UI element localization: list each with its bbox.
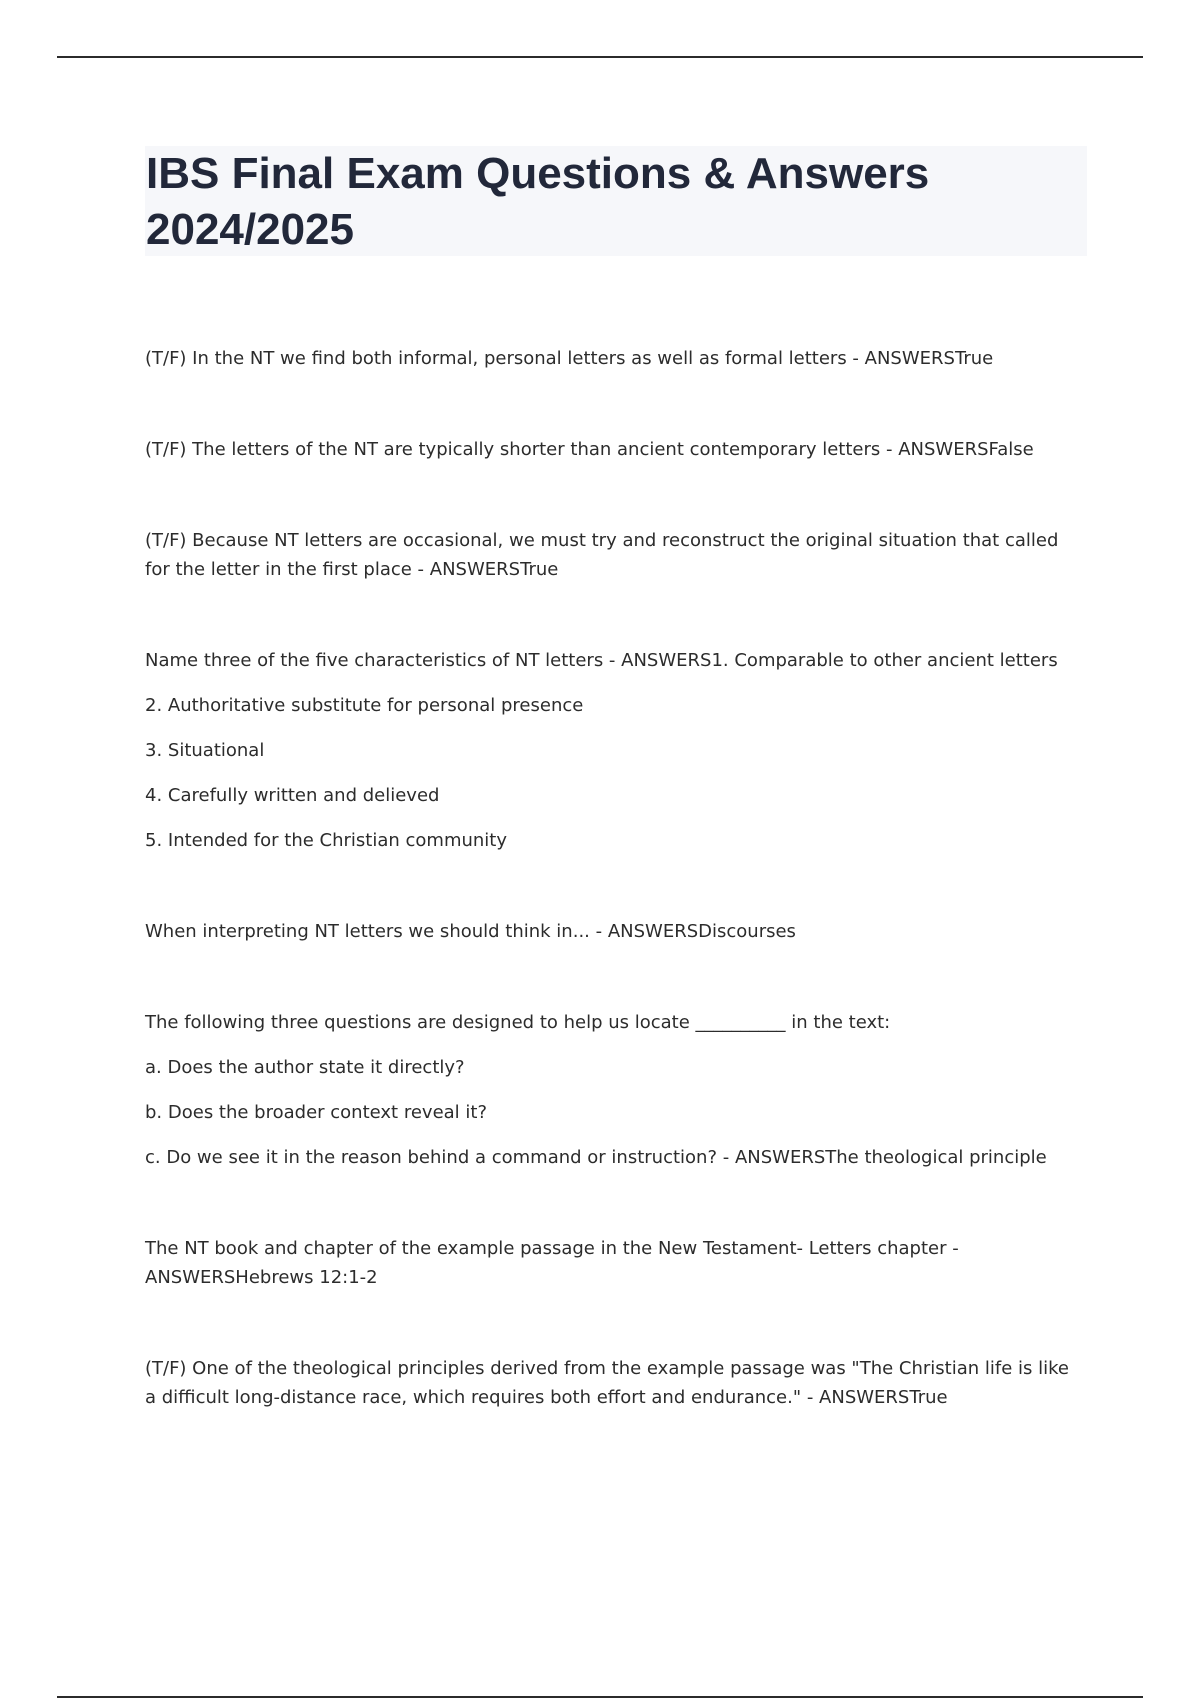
answer-text: ANSWERSHebrews 12:1-2 (145, 1267, 378, 1288)
question-text: The following three questions are designed to help us locate __________ in the text: (145, 1012, 891, 1033)
top-rule (57, 56, 1143, 58)
list-line: a. Does the author state it directly? (145, 1057, 465, 1078)
qa-line (145, 435, 1085, 464)
list-line: 4. Carefully written and delieved (145, 785, 440, 806)
qa-item-3 (145, 526, 1085, 584)
answer-text: ANSWERSTrue (819, 1387, 948, 1408)
list-line: 3. Situational (145, 740, 265, 761)
qa-item-4 (145, 646, 1085, 855)
question-text: (T/F) Because NT letters are occasional, we must try and reconstruct the original situation that called for the letter in the first place - (145, 530, 1059, 580)
answer-text: ANSWERSFalse (898, 439, 1034, 460)
qa-item-6 (145, 1008, 1085, 1172)
qa-line (145, 344, 1085, 373)
qa-line (145, 1234, 1085, 1292)
qa-item-2 (145, 435, 1085, 464)
qa-item-5 (145, 917, 1085, 946)
qa-line (145, 646, 1085, 675)
bottom-rule (57, 1696, 1143, 1698)
qa-list (145, 344, 1085, 1474)
list-line: b. Does the broader context reveal it? (145, 1102, 488, 1123)
answer-text: ANSWERSTrue (429, 559, 559, 580)
question-text: (T/F) The letters of the NT are typically shorter than ancient contemporary letters - (145, 439, 899, 460)
answer-text: ANSWERS1. Comparable to other ancient letters (621, 650, 1058, 671)
list-line: 5. Intended for the Christian community (145, 830, 508, 851)
qa-item-1 (145, 344, 1085, 373)
answer-text: ANSWERSDiscourses (607, 921, 796, 942)
qa-item-8 (145, 1354, 1085, 1412)
qa-line (145, 526, 1085, 584)
qa-item-7 (145, 1234, 1085, 1292)
question-text: (T/F) In the NT we find both informal, personal letters as well as formal letters - (145, 348, 865, 369)
question-text: The NT book and chapter of the example passage in the New Testament- Letters chapter - (145, 1238, 959, 1259)
question-text: When interpreting NT letters we should think in... - (145, 921, 608, 942)
answer-text: ANSWERSTrue (864, 348, 994, 369)
qa-line (145, 917, 1085, 946)
qa-line (145, 1354, 1085, 1412)
list-line: c. Do we see it in the reason behind a command or instruction? - ANSWERSThe theological principle (145, 1147, 1047, 1168)
document-title: IBS Final Exam Questions & Answers 2024/2025 (146, 149, 930, 254)
question-text: Name three of the five characteristics of NT letters - (145, 650, 622, 671)
list-line: 2. Authoritative substitute for personal presence (145, 695, 584, 716)
question-text: (T/F) One of the theological principles derived from the example passage was "The Christian life is like a difficult long-distance race, which requires both effort and endurance." - (145, 1358, 1069, 1408)
